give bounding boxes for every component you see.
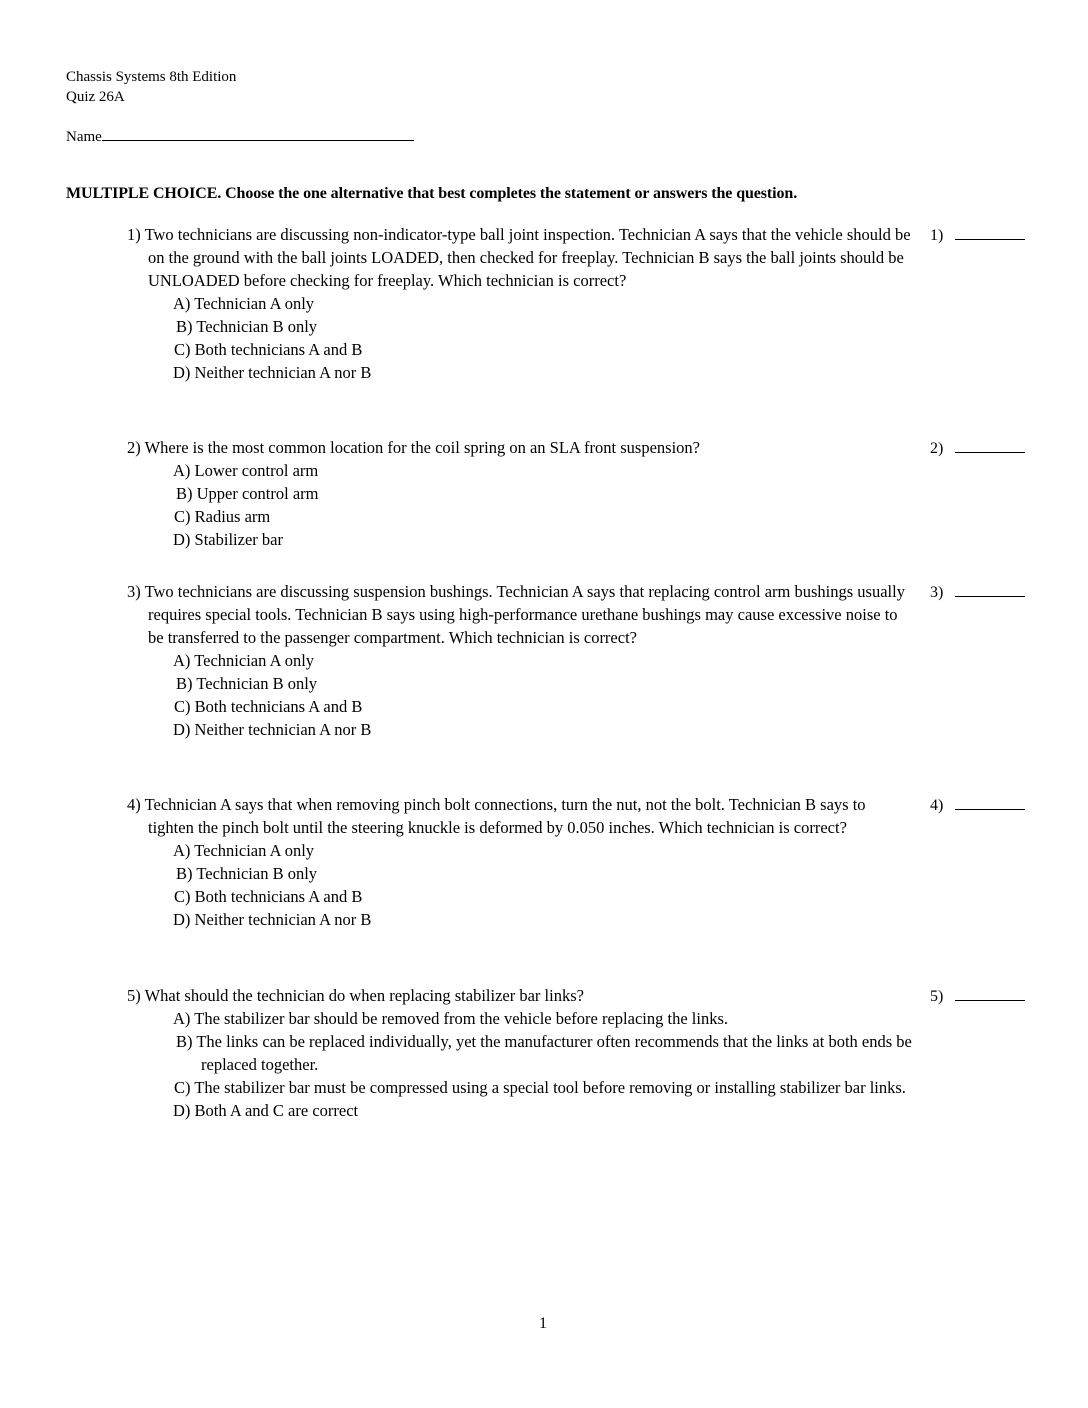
name-blank[interactable] <box>102 125 414 141</box>
answer-number: 2) <box>930 440 944 457</box>
option-d: D) Neither technician A nor B <box>173 720 372 739</box>
question-3 <box>127 580 912 741</box>
option-d: D) Neither technician A nor B <box>173 363 372 382</box>
name-label: Name <box>66 129 102 145</box>
option-c: C) Radius arm <box>174 507 271 526</box>
option-d: D) Both A and C are correct <box>173 1101 359 1120</box>
answer-4[interactable] <box>930 795 1025 815</box>
option-c: C) The stabilizer bar must be compressed using a special tool before removing or installing stabilizer bar links. <box>174 1078 906 1097</box>
option-b: B) The links can be replaced individually, yet the manufacturer often recommends that the links at both ends be replaced together. <box>176 1032 912 1074</box>
answer-1[interactable] <box>930 225 1025 245</box>
question-5 <box>127 984 912 1122</box>
question-4 <box>127 793 912 931</box>
option-b: B) Technician B only <box>176 317 318 336</box>
question-stem: 1) Two technicians are discussing non-indicator-type ball joint inspection. Technician A says that the vehicle should be on the ground with the ball joints LOADED, then checked for freeplay. Technician B says the ball joints should be UNLOADED before checking for freeplay. Which technician is correct? <box>127 225 911 290</box>
answer-number: 1) <box>930 227 944 244</box>
question-1 <box>127 223 912 384</box>
option-c: C) Both technicians A and B <box>174 340 363 359</box>
option-a: A) The stabilizer bar should be removed from the vehicle before replacing the links. <box>173 1009 728 1028</box>
option-c: C) Both technicians A and B <box>174 887 363 906</box>
option-d: D) Stabilizer bar <box>173 530 283 549</box>
question-stem: 2) Where is the most common location for the coil spring on an SLA front suspension? <box>127 438 700 457</box>
question-stem: 3) Two technicians are discussing suspension bushings. Technician A says that replacing control arm bushings usually requires special tools. Technician B says using high-performance urethane bushings may cause excessive noise to be transferred to the passenger compartment. Which technician is correct? <box>127 582 905 647</box>
option-c: C) Both technicians A and B <box>174 697 363 716</box>
answer-blank[interactable] <box>955 225 1025 240</box>
quiz-title: Quiz 26A <box>66 89 125 105</box>
option-b: B) Upper control arm <box>176 484 319 503</box>
page-number: 1 <box>539 1315 547 1332</box>
question-2 <box>127 436 912 551</box>
option-b: B) Technician B only <box>176 864 318 883</box>
answer-number: 3) <box>930 584 944 601</box>
question-stem: 5) What should the technician do when replacing stabilizer bar links? <box>127 986 584 1005</box>
option-a: A) Lower control arm <box>173 461 319 480</box>
answer-number: 5) <box>930 988 944 1005</box>
option-a: A) Technician A only <box>173 841 315 860</box>
course-title: Chassis Systems 8th Edition <box>66 69 237 85</box>
option-a: A) Technician A only <box>173 294 315 313</box>
answer-number: 4) <box>930 797 944 814</box>
answer-5[interactable] <box>930 986 1025 1006</box>
answer-blank[interactable] <box>955 795 1025 810</box>
option-d: D) Neither technician A nor B <box>173 910 372 929</box>
answer-2[interactable] <box>930 438 1025 458</box>
answer-blank[interactable] <box>955 438 1025 453</box>
question-stem: 4) Technician A says that when removing pinch bolt connections, turn the nut, not the bolt. Technician B says to tighten the pinch bolt until the steering knuckle is deformed by 0.050 inches. Which technician is correct? <box>127 795 866 837</box>
option-b: B) Technician B only <box>176 674 318 693</box>
name-field[interactable] <box>66 125 414 147</box>
section-instructions: MULTIPLE CHOICE. Choose the one alternative that best completes the statement or answers the question. <box>66 185 798 202</box>
answer-3[interactable] <box>930 582 1025 602</box>
answer-blank[interactable] <box>955 986 1025 1001</box>
answer-blank[interactable] <box>955 582 1025 597</box>
option-a: A) Technician A only <box>173 651 315 670</box>
